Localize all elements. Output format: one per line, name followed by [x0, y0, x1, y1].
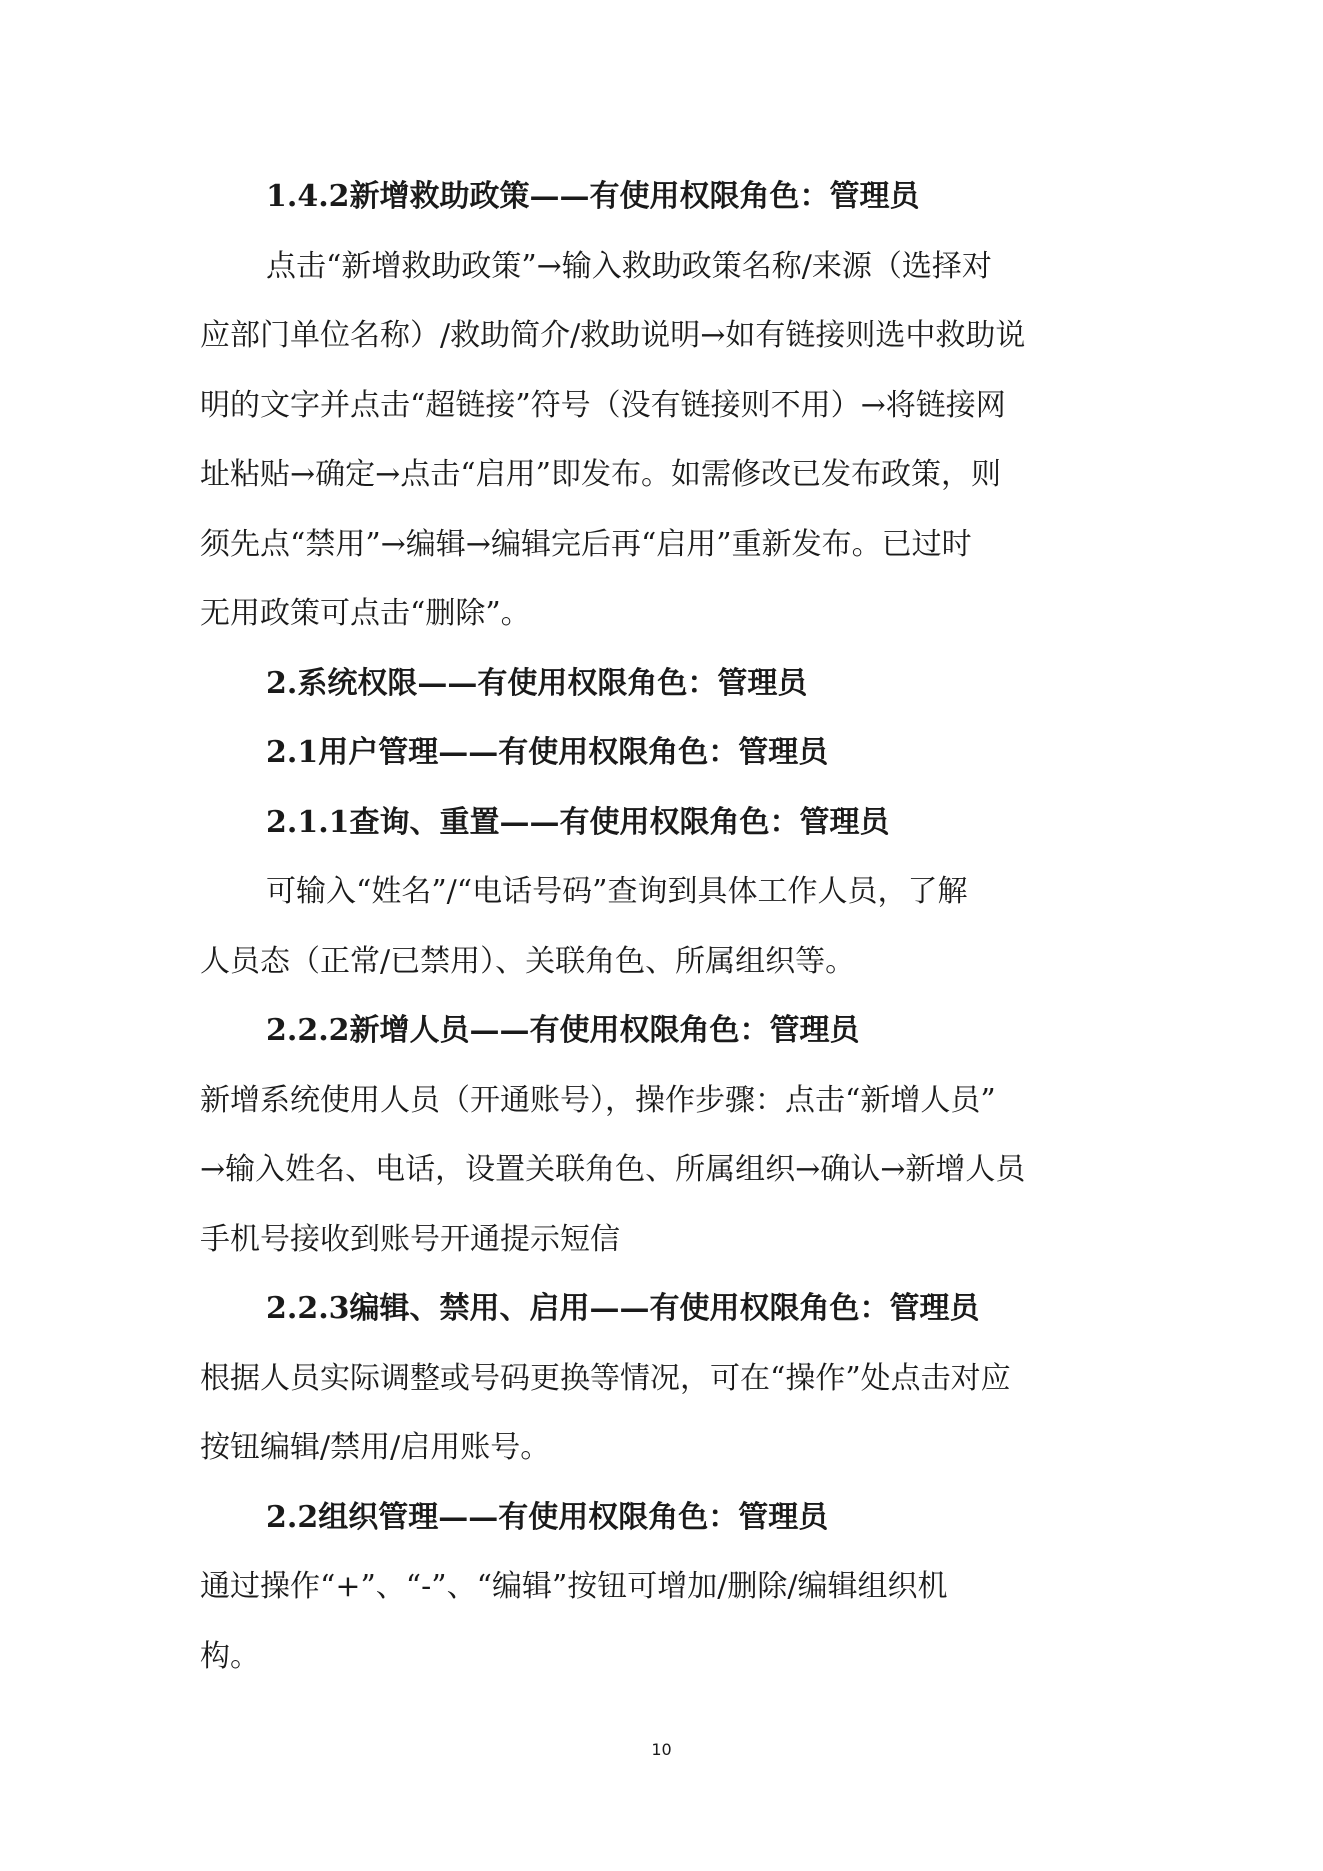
- paragraph-line: 通过操作“+”、“-”、“编辑”按钮可增加/删除/编辑组织机: [200, 1569, 948, 1604]
- paragraph-line: 址粘贴→确定→点击“启用”即发布。如需修改已发布政策，则: [200, 457, 1001, 492]
- paragraph-line: 构。: [200, 1638, 260, 1674]
- paragraph-line: 明的文字并点击“超链接”符号（没有链接则不用）→将链接网: [200, 387, 1006, 423]
- paragraph-line: 手机号接收到账号开通提示短信: [200, 1221, 620, 1257]
- section-heading: 1.4.2新增救助政策——有使用权限角色：管理员: [266, 179, 920, 214]
- page-number: 10: [651, 1740, 672, 1759]
- document-body: [200, 162, 1130, 1691]
- paragraph-line: 根据人员实际调整或号码更换等情况，可在“操作”处点击对应: [200, 1360, 1011, 1396]
- paragraph-line: 新增系统使用人员（开通账号），操作步骤：点击“新增人员”: [200, 1082, 996, 1118]
- section-heading: 2.2组织管理——有使用权限角色：管理员: [266, 1499, 829, 1535]
- section-heading: 2.系统权限——有使用权限角色：管理员: [266, 665, 808, 701]
- section-heading: 2.1用户管理——有使用权限角色：管理员: [266, 735, 829, 770]
- paragraph-line: 按钮编辑/禁用/启用账号。: [200, 1430, 551, 1465]
- paragraph-line: 可输入“姓名”/“电话号码”查询到具体工作人员，了解: [266, 874, 968, 909]
- paragraph-line: 无用政策可点击“删除”。: [200, 596, 531, 631]
- paragraph-line: 点击“新增救助政策”→输入救助政策名称/来源（选择对: [266, 248, 992, 284]
- paragraph-line: →输入姓名、电话，设置关联角色、所属组织→确认→新增人员: [200, 1152, 1026, 1187]
- paragraph-line: 人员态（正常/已禁用）、关联角色、所属组织等。: [200, 943, 856, 979]
- section-heading: 2.2.3编辑、禁用、启用——有使用权限角色：管理员: [266, 1291, 980, 1326]
- section-heading: 2.2.2新增人员——有使用权限角色：管理员: [266, 1013, 860, 1048]
- section-heading: 2.1.1查询、重置——有使用权限角色：管理员: [266, 804, 890, 840]
- paragraph-line: 应部门单位名称）/救助简介/救助说明→如有链接则选中救助说: [200, 318, 1026, 353]
- paragraph-line: 须先点“禁用”→编辑→编辑完后再“启用”重新发布。已过时: [200, 526, 972, 562]
